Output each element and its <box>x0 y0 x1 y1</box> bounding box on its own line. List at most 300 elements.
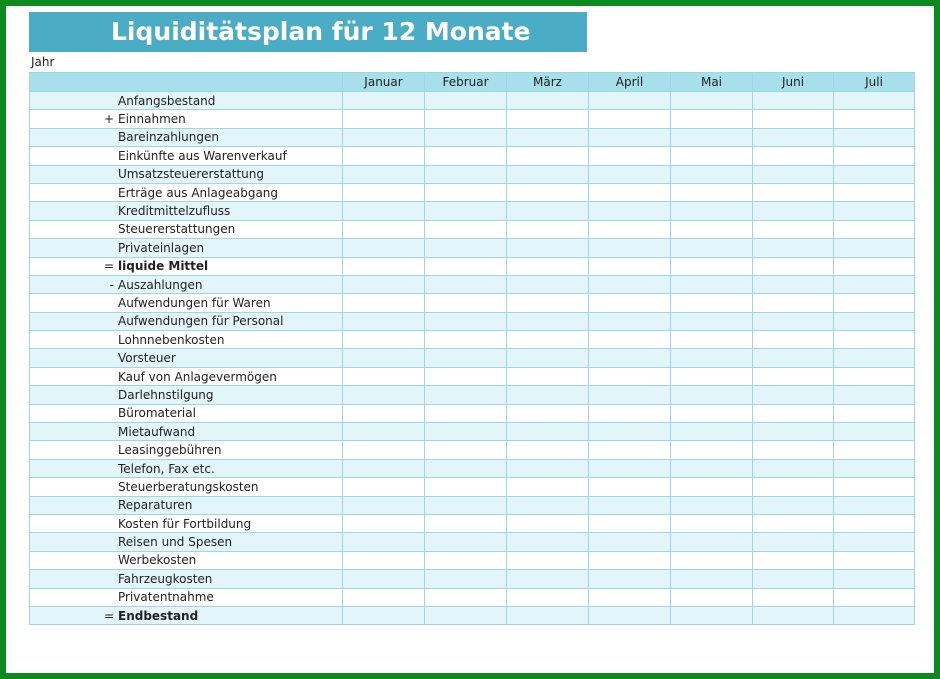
table-row <box>30 183 915 201</box>
row-label: Fahrzeugkosten <box>118 571 213 586</box>
row-label: Anfangsbestand <box>118 93 216 108</box>
month-value-cell[interactable] <box>671 423 753 441</box>
row-symbol: = <box>103 608 114 623</box>
month-value-cell[interactable] <box>343 367 425 385</box>
month-value-cell[interactable] <box>425 349 507 367</box>
month-value-cell[interactable] <box>343 92 425 110</box>
month-value-cell[interactable] <box>589 588 671 606</box>
month-value-cell[interactable] <box>425 496 507 514</box>
month-value-cell[interactable] <box>425 331 507 349</box>
month-value-cell[interactable] <box>671 404 753 422</box>
row-label: Kauf von Anlagevermögen <box>118 369 277 384</box>
month-value-cell[interactable] <box>671 128 753 146</box>
month-value-cell[interactable] <box>425 92 507 110</box>
month-value-cell[interactable] <box>343 220 425 238</box>
row-label-cell[interactable] <box>30 606 343 624</box>
month-value-cell[interactable] <box>589 496 671 514</box>
month-value-cell[interactable] <box>507 367 589 385</box>
month-value-cell[interactable] <box>343 312 425 330</box>
month-value-cell[interactable] <box>834 92 915 110</box>
month-value-cell[interactable] <box>589 459 671 477</box>
month-value-cell[interactable] <box>343 423 425 441</box>
month-value-cell[interactable] <box>753 459 834 477</box>
month-value-cell[interactable] <box>343 165 425 183</box>
table-row <box>30 514 915 532</box>
month-value-cell[interactable] <box>343 496 425 514</box>
month-value-cell[interactable] <box>425 588 507 606</box>
month-value-cell[interactable] <box>753 349 834 367</box>
month-value-cell[interactable] <box>671 110 753 128</box>
month-value-cell[interactable] <box>343 478 425 496</box>
month-value-cell[interactable] <box>753 202 834 220</box>
month-value-cell[interactable] <box>753 423 834 441</box>
table-row <box>30 404 915 422</box>
month-value-cell[interactable] <box>834 533 915 551</box>
month-value-cell[interactable] <box>343 275 425 293</box>
table-row <box>30 606 915 624</box>
month-value-cell[interactable] <box>589 220 671 238</box>
month-value-cell[interactable] <box>671 275 753 293</box>
month-value-cell[interactable] <box>753 165 834 183</box>
month-value-cell[interactable] <box>589 331 671 349</box>
row-label: Aufwendungen für Personal <box>118 314 284 329</box>
month-value-cell[interactable] <box>425 570 507 588</box>
month-value-cell[interactable] <box>507 275 589 293</box>
header-cell-label[interactable] <box>30 73 343 92</box>
month-value-cell[interactable] <box>671 183 753 201</box>
month-value-cell[interactable] <box>507 257 589 275</box>
row-label: Steuerberatungskosten <box>118 479 259 494</box>
table-row <box>30 551 915 569</box>
month-value-cell[interactable] <box>671 441 753 459</box>
row-label-cell[interactable] <box>30 331 343 349</box>
month-value-cell[interactable] <box>753 331 834 349</box>
row-label-cell[interactable] <box>30 514 343 532</box>
month-value-cell[interactable] <box>343 606 425 624</box>
month-value-cell[interactable] <box>753 92 834 110</box>
month-value-cell[interactable] <box>834 514 915 532</box>
month-value-cell[interactable] <box>671 294 753 312</box>
month-value-cell[interactable] <box>834 331 915 349</box>
month-value-cell[interactable] <box>834 257 915 275</box>
table-row <box>30 220 915 238</box>
row-label: Bareinzahlungen <box>118 130 219 145</box>
month-value-cell[interactable] <box>753 514 834 532</box>
month-value-cell[interactable] <box>589 92 671 110</box>
month-value-cell[interactable] <box>343 110 425 128</box>
month-value-cell[interactable] <box>507 165 589 183</box>
month-value-cell[interactable] <box>507 478 589 496</box>
month-value-cell[interactable] <box>343 147 425 165</box>
row-label-cell[interactable] <box>30 404 343 422</box>
row-label: Darlehnstilgung <box>118 387 214 402</box>
month-value-cell[interactable] <box>753 275 834 293</box>
month-value-cell[interactable] <box>589 478 671 496</box>
month-value-cell[interactable] <box>589 367 671 385</box>
row-label-cell[interactable] <box>30 312 343 330</box>
month-value-cell[interactable] <box>753 239 834 257</box>
month-value-cell[interactable] <box>425 606 507 624</box>
row-label-cell[interactable] <box>30 165 343 183</box>
row-label: Kosten für Fortbildung <box>118 516 252 531</box>
month-value-cell[interactable] <box>671 496 753 514</box>
month-value-cell[interactable] <box>834 478 915 496</box>
month-value-cell[interactable] <box>425 514 507 532</box>
month-value-cell[interactable] <box>671 220 753 238</box>
month-value-cell[interactable] <box>507 128 589 146</box>
month-value-cell[interactable] <box>425 220 507 238</box>
month-value-cell[interactable] <box>589 183 671 201</box>
table-row <box>30 275 915 293</box>
month-value-cell[interactable] <box>589 386 671 404</box>
month-value-cell[interactable] <box>589 147 671 165</box>
row-symbol: = <box>103 259 114 274</box>
month-value-cell[interactable] <box>589 533 671 551</box>
month-value-cell[interactable] <box>343 331 425 349</box>
month-value-cell[interactable] <box>507 496 589 514</box>
table-row <box>30 570 915 588</box>
row-label: Erträge aus Anlageabgang <box>118 185 279 200</box>
month-value-cell[interactable] <box>507 110 589 128</box>
month-value-cell[interactable] <box>671 165 753 183</box>
month-value-cell[interactable] <box>425 257 507 275</box>
month-value-cell[interactable] <box>671 533 753 551</box>
row-label: Telefon, Fax etc. <box>118 461 215 476</box>
month-value-cell[interactable] <box>343 386 425 404</box>
month-value-cell[interactable] <box>834 404 915 422</box>
row-label-cell[interactable] <box>30 202 343 220</box>
month-value-cell[interactable] <box>753 312 834 330</box>
row-label: Reparaturen <box>118 498 193 513</box>
table-row <box>30 588 915 606</box>
table-row <box>30 92 915 110</box>
header-cell-month[interactable]: Juni <box>753 73 834 92</box>
row-label-cell[interactable] <box>30 110 343 128</box>
month-value-cell[interactable] <box>507 294 589 312</box>
month-value-cell[interactable] <box>589 128 671 146</box>
table-row <box>30 165 915 183</box>
row-label: Privatentnahme <box>118 590 214 605</box>
row-label-cell[interactable] <box>30 257 343 275</box>
month-value-cell[interactable] <box>753 570 834 588</box>
month-value-cell[interactable] <box>343 551 425 569</box>
month-value-cell[interactable] <box>753 367 834 385</box>
month-value-cell[interactable] <box>343 514 425 532</box>
month-value-cell[interactable] <box>753 441 834 459</box>
month-value-cell[interactable] <box>834 128 915 146</box>
month-value-cell[interactable] <box>343 294 425 312</box>
month-value-cell[interactable] <box>343 202 425 220</box>
row-label-cell[interactable] <box>30 423 343 441</box>
page-title: Liquiditätsplan für 12 Monate <box>29 12 587 52</box>
month-value-cell[interactable] <box>671 257 753 275</box>
table-row <box>30 349 915 367</box>
row-label-cell[interactable] <box>30 588 343 606</box>
month-value-cell[interactable] <box>507 349 589 367</box>
month-value-cell[interactable] <box>343 257 425 275</box>
month-value-cell[interactable] <box>753 533 834 551</box>
month-value-cell[interactable] <box>753 496 834 514</box>
month-value-cell[interactable] <box>425 367 507 385</box>
month-value-cell[interactable] <box>507 92 589 110</box>
month-value-cell[interactable] <box>589 514 671 532</box>
month-value-cell[interactable] <box>834 423 915 441</box>
month-value-cell[interactable] <box>507 606 589 624</box>
row-label: liquide Mittel <box>118 259 209 274</box>
month-value-cell[interactable] <box>834 606 915 624</box>
month-value-cell[interactable] <box>671 349 753 367</box>
month-value-cell[interactable] <box>343 239 425 257</box>
month-value-cell[interactable] <box>343 459 425 477</box>
month-value-cell[interactable] <box>589 606 671 624</box>
month-value-cell[interactable] <box>589 551 671 569</box>
month-value-cell[interactable] <box>589 294 671 312</box>
month-value-cell[interactable] <box>589 165 671 183</box>
month-value-cell[interactable] <box>425 404 507 422</box>
row-symbol: - <box>109 277 114 292</box>
month-value-cell[interactable] <box>671 459 753 477</box>
row-label-cell[interactable] <box>30 478 343 496</box>
row-label: Umsatzsteuererstattung <box>118 167 264 182</box>
month-value-cell[interactable] <box>589 110 671 128</box>
row-label: Kreditmittelzufluss <box>118 204 231 219</box>
row-label: Auszahlungen <box>118 277 203 292</box>
month-value-cell[interactable] <box>507 147 589 165</box>
row-label-cell[interactable] <box>30 367 343 385</box>
month-value-cell[interactable] <box>343 441 425 459</box>
header-cell-month[interactable]: Januar <box>343 73 425 92</box>
month-value-cell[interactable] <box>834 110 915 128</box>
month-value-cell[interactable] <box>671 551 753 569</box>
month-value-cell[interactable] <box>589 312 671 330</box>
month-value-cell[interactable] <box>343 570 425 588</box>
month-value-cell[interactable] <box>507 183 589 201</box>
liquidity-table <box>29 72 915 625</box>
row-label-cell[interactable] <box>30 533 343 551</box>
row-label-cell[interactable] <box>30 349 343 367</box>
month-value-cell[interactable] <box>834 588 915 606</box>
month-value-cell[interactable] <box>753 128 834 146</box>
month-value-cell[interactable] <box>671 386 753 404</box>
table-row <box>30 423 915 441</box>
month-value-cell[interactable] <box>425 110 507 128</box>
month-value-cell[interactable] <box>834 551 915 569</box>
table-row <box>30 128 915 146</box>
table-row <box>30 478 915 496</box>
month-value-cell[interactable] <box>589 257 671 275</box>
month-value-cell[interactable] <box>671 606 753 624</box>
month-value-cell[interactable] <box>834 220 915 238</box>
row-label: Leasinggebühren <box>118 443 222 458</box>
month-value-cell[interactable] <box>671 147 753 165</box>
row-label-cell[interactable] <box>30 239 343 257</box>
table-row <box>30 441 915 459</box>
month-value-cell[interactable] <box>589 275 671 293</box>
month-value-cell[interactable] <box>753 478 834 496</box>
month-value-cell[interactable] <box>507 551 589 569</box>
month-value-cell[interactable] <box>589 202 671 220</box>
month-value-cell[interactable] <box>834 496 915 514</box>
month-value-cell[interactable] <box>753 220 834 238</box>
month-value-cell[interactable] <box>425 275 507 293</box>
table-row <box>30 202 915 220</box>
row-label-cell[interactable] <box>30 441 343 459</box>
month-value-cell[interactable] <box>425 386 507 404</box>
row-label-cell[interactable] <box>30 183 343 201</box>
month-value-cell[interactable] <box>834 202 915 220</box>
month-value-cell[interactable] <box>507 202 589 220</box>
row-label-cell[interactable] <box>30 551 343 569</box>
month-value-cell[interactable] <box>753 551 834 569</box>
row-label-cell[interactable] <box>30 275 343 293</box>
month-value-cell[interactable] <box>507 239 589 257</box>
month-value-cell[interactable] <box>753 294 834 312</box>
table-row <box>30 147 915 165</box>
table-row <box>30 110 915 128</box>
month-value-cell[interactable] <box>425 459 507 477</box>
row-label-cell[interactable] <box>30 294 343 312</box>
month-value-cell[interactable] <box>343 128 425 146</box>
header-cell-month[interactable]: März <box>507 73 589 92</box>
month-value-cell[interactable] <box>671 588 753 606</box>
month-value-cell[interactable] <box>834 386 915 404</box>
month-value-cell[interactable] <box>834 275 915 293</box>
month-value-cell[interactable] <box>671 312 753 330</box>
month-value-cell[interactable] <box>343 349 425 367</box>
month-value-cell[interactable] <box>425 312 507 330</box>
table-row <box>30 294 915 312</box>
month-value-cell[interactable] <box>834 239 915 257</box>
month-value-cell[interactable] <box>671 331 753 349</box>
row-label: Reisen und Spesen <box>118 535 233 550</box>
month-value-cell[interactable] <box>425 441 507 459</box>
month-value-cell[interactable] <box>425 533 507 551</box>
month-value-cell[interactable] <box>425 551 507 569</box>
month-value-cell[interactable] <box>834 459 915 477</box>
month-value-cell[interactable] <box>753 606 834 624</box>
month-value-cell[interactable] <box>507 441 589 459</box>
month-value-cell[interactable] <box>834 294 915 312</box>
month-value-cell[interactable] <box>507 312 589 330</box>
table-row <box>30 257 915 275</box>
month-value-cell[interactable] <box>425 423 507 441</box>
table-row <box>30 312 915 330</box>
month-value-cell[interactable] <box>343 588 425 606</box>
month-value-cell[interactable] <box>589 423 671 441</box>
month-value-cell[interactable] <box>343 533 425 551</box>
month-value-cell[interactable] <box>507 588 589 606</box>
month-value-cell[interactable] <box>834 312 915 330</box>
row-label-cell[interactable] <box>30 459 343 477</box>
row-label: Einnahmen <box>118 112 186 127</box>
row-label: Mietaufwand <box>118 424 196 439</box>
month-value-cell[interactable] <box>507 386 589 404</box>
table-row <box>30 496 915 514</box>
month-value-cell[interactable] <box>671 570 753 588</box>
month-value-cell[interactable] <box>753 257 834 275</box>
month-value-cell[interactable] <box>425 183 507 201</box>
row-label: Steuererstattungen <box>118 222 236 237</box>
month-value-cell[interactable] <box>753 147 834 165</box>
month-value-cell[interactable] <box>671 367 753 385</box>
row-label: Lohnnebenkosten <box>118 332 225 347</box>
month-value-cell[interactable] <box>507 570 589 588</box>
row-label-cell[interactable] <box>30 386 343 404</box>
row-label-cell[interactable] <box>30 220 343 238</box>
month-value-cell[interactable] <box>834 441 915 459</box>
header-cell-month[interactable]: Juli <box>834 73 915 92</box>
month-value-cell[interactable] <box>589 570 671 588</box>
month-value-cell[interactable] <box>753 386 834 404</box>
month-value-cell[interactable] <box>507 514 589 532</box>
table-row <box>30 367 915 385</box>
row-label-cell[interactable] <box>30 128 343 146</box>
month-value-cell[interactable] <box>425 478 507 496</box>
month-value-cell[interactable] <box>834 183 915 201</box>
month-value-cell[interactable] <box>343 183 425 201</box>
month-value-cell[interactable] <box>343 404 425 422</box>
month-value-cell[interactable] <box>425 239 507 257</box>
spreadsheet-page <box>6 6 934 673</box>
month-value-cell[interactable] <box>671 239 753 257</box>
month-value-cell[interactable] <box>425 165 507 183</box>
month-value-cell[interactable] <box>425 202 507 220</box>
header-cell-month[interactable]: April <box>589 73 671 92</box>
month-value-cell[interactable] <box>834 165 915 183</box>
month-value-cell[interactable] <box>671 514 753 532</box>
month-value-cell[interactable] <box>589 441 671 459</box>
row-label: Endbestand <box>118 608 199 623</box>
year-label[interactable]: Jahr <box>31 55 55 69</box>
row-label-cell[interactable] <box>30 496 343 514</box>
month-value-cell[interactable] <box>507 459 589 477</box>
month-value-cell[interactable] <box>753 183 834 201</box>
month-value-cell[interactable] <box>589 404 671 422</box>
month-value-cell[interactable] <box>671 202 753 220</box>
row-label: Privateinlagen <box>118 240 205 255</box>
header-cell-month[interactable]: Februar <box>425 73 507 92</box>
month-value-cell[interactable] <box>507 404 589 422</box>
month-value-cell[interactable] <box>671 478 753 496</box>
month-value-cell[interactable] <box>834 570 915 588</box>
month-value-cell[interactable] <box>425 128 507 146</box>
row-label-cell[interactable] <box>30 92 343 110</box>
month-value-cell[interactable] <box>671 92 753 110</box>
month-value-cell[interactable] <box>834 349 915 367</box>
row-label-cell[interactable] <box>30 147 343 165</box>
month-value-cell[interactable] <box>507 331 589 349</box>
month-value-cell[interactable] <box>589 239 671 257</box>
table-row <box>30 533 915 551</box>
row-label-cell[interactable] <box>30 570 343 588</box>
table-row <box>30 239 915 257</box>
month-value-cell[interactable] <box>507 220 589 238</box>
month-value-cell[interactable] <box>834 367 915 385</box>
month-value-cell[interactable] <box>425 294 507 312</box>
month-value-cell[interactable] <box>507 533 589 551</box>
month-value-cell[interactable] <box>507 423 589 441</box>
month-value-cell[interactable] <box>753 588 834 606</box>
row-label: Aufwendungen für Waren <box>118 295 271 310</box>
row-label: Büromaterial <box>118 406 196 421</box>
month-value-cell[interactable] <box>753 110 834 128</box>
month-value-cell[interactable] <box>589 349 671 367</box>
header-cell-month[interactable]: Mai <box>671 73 753 92</box>
month-value-cell[interactable] <box>425 147 507 165</box>
month-value-cell[interactable] <box>753 404 834 422</box>
month-value-cell[interactable] <box>834 147 915 165</box>
row-label: Werbekosten <box>118 553 197 568</box>
